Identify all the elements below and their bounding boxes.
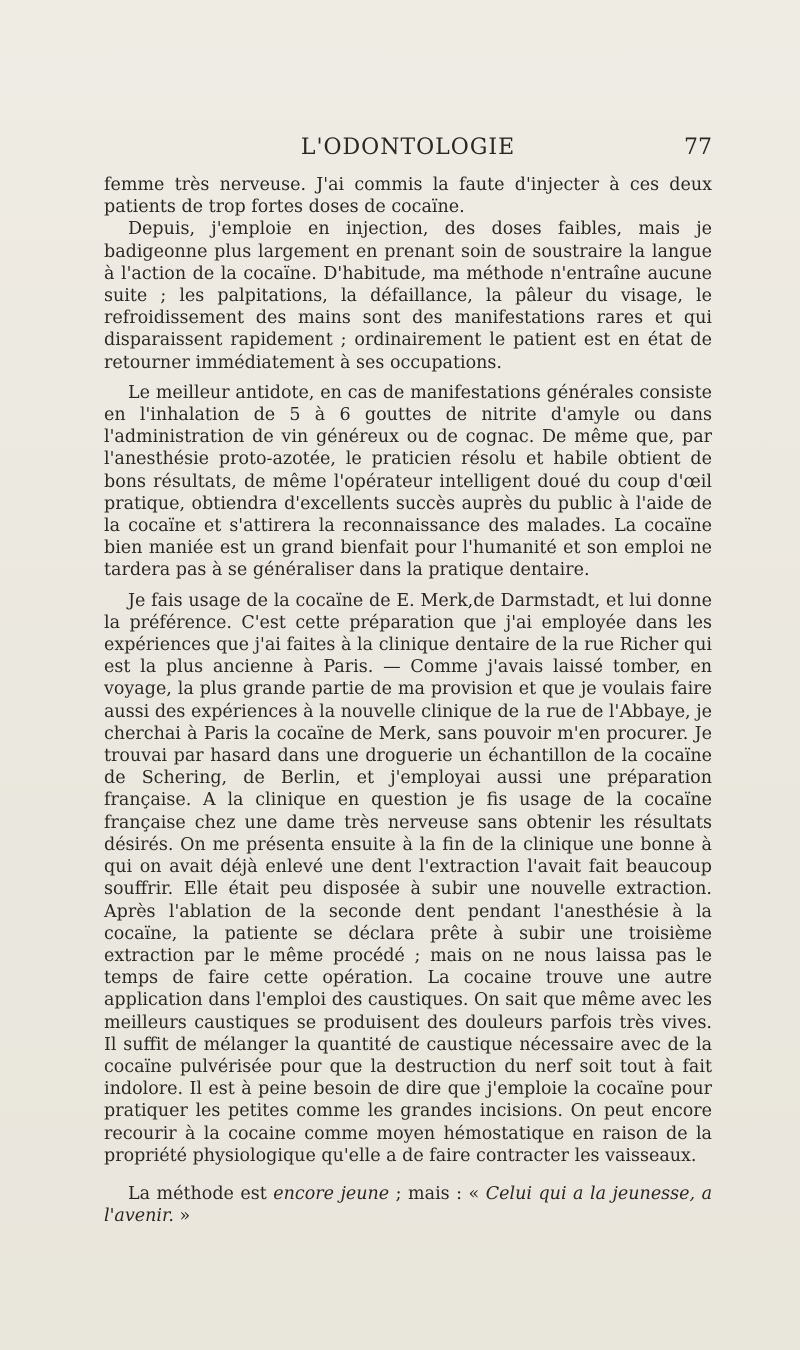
closing-italic-phrase: encore jeune	[273, 1183, 390, 1204]
closing-end: »	[173, 1206, 191, 1227]
paragraph-3: Le meilleur antidote, en cas de manifestations générales consiste en l'inhalation de 5 à 6 gouttes de nitrite d'amyle ou dans l'administration de vin généreux ou de cognac. De même que, par l'anesthésie proto-azotée, le praticien résolu et habile obtient de bons résultats, de même l'opérateur intelligent doué du coup d'œil pratique, obtiendra d'excellents succès auprès du public à l'aide de la cocaïne et s'attirera la reconnaissance des malades. La cocaïne bien maniée est un grand bienfait pour l'humanité et son emploi ne tardera pas à se généraliser dans la pratique dentaire.	[104, 382, 712, 581]
closing-quote: Celui qui a la jeunesse, a l'avenir.	[104, 1183, 713, 1227]
paragraph-closing	[104, 1183, 712, 1227]
page-number: 77	[684, 135, 712, 160]
closing-lead: La méthode est	[128, 1183, 274, 1204]
closing-middle: ; mais : «	[389, 1183, 486, 1204]
paragraph-1: femme très nerveuse. J'ai commis la faute d'injecter à ces deux patients de trop fortes doses de cocaïne.	[104, 175, 712, 218]
paragraph-2: Depuis, j'emploie en injection, des doses faibles, mais je badigeonne plus largement en prenant soin de soustraire la langue à l'action de la cocaïne. D'habitude, ma méthode n'entraîne aucune suite ; les palpitations, la défaillance, la pâleur du visage, le refroidissement des mains sont des manifestations rares et qui disparaissent rapidement ; ordinairement le patient est en état de retourner immédiatement à ses occupations.	[104, 219, 712, 373]
body-text	[104, 174, 712, 1227]
page-header	[104, 135, 712, 167]
paragraph-4: Je fais usage de la cocaïne de E. Merk,de Darmstadt, et lui donne la préférence. C'est cette préparation que j'ai employée dans les expériences que j'ai faites à la clinique dentaire de la rue Richer qui est la plus ancienne à Paris. — Comme j'avais laissé tomber, en voyage, la plus grande partie de ma provision et que je voulais faire aussi des expériences à la nouvelle clinique de la rue de l'Abbaye, je cherchai à Paris la cocaïne de Merk, sans pouvoir m'en procurer. Je trouvai par hasard dans une droguerie un échantillon de la cocaïne de Schering, de Berlin, et j'employai aussi une préparation française. A la clinique en question je fis usage de la cocaïne française chez une dame très nerveuse sans obtenir les résultats désirés. On me présenta ensuite à la fin de la clinique une bonne à qui on avait déjà enlevé une dent l'extraction l'avait fait beaucoup souffrir. Elle était peu disposée à subir une nouvelle extraction. Après l'ablation de la seconde dent pendant l'anesthésie à la cocaïne, la patiente se déclara prête à subir une troisième extraction par le même procédé ; mais on ne nous laissa pas le temps de faire cette opération. La cocaine trouve une autre application dans l'emploi des caustiques. On sait que même avec les meilleurs caustiques se produisent des douleurs parfois très vives. Il suffit de mélanger la quantité de caustique nécessaire avec de la cocaïne pulvérisée pour que la destruction du nerf soit tout à fait indolore. Il est à peine besoin de dire que j'emploie la cocaïne pour pratiquer les petites comme les grandes incisions. On peut encore recourir à la cocaine comme moyen hémostatique en raison de la propriété physiologique qu'elle a de faire contracter les vaisseaux.	[104, 590, 712, 1166]
running-title: L'ODONTOLOGIE	[300, 135, 516, 160]
